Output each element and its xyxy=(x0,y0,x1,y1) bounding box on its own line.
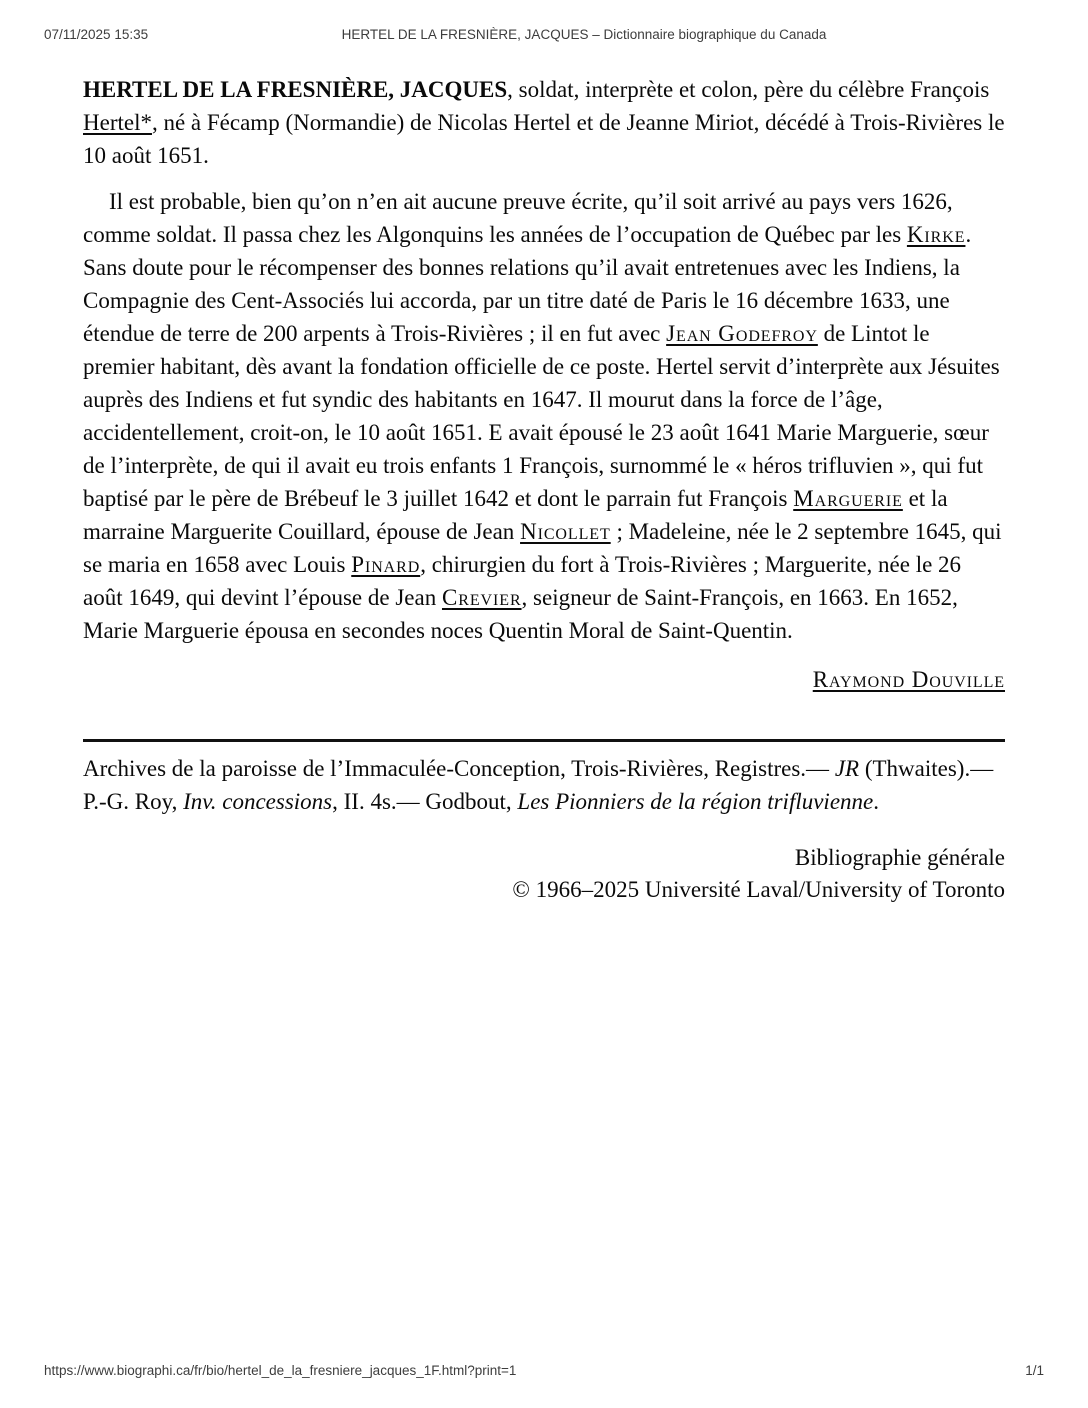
link-crevier[interactable]: Crevier xyxy=(441,585,522,610)
text-segment: . xyxy=(873,789,879,814)
text-segment: . Sans doute pour le récompenser des bonnes relations qu’il avait entretenues avec les Indiens, la Compagnie des Cent-Associés lui accorda, par un titre daté de Paris le 16 décembre 1633, une étendue de terre de 200 arpents à Trois-Rivières ; il en fut avec xyxy=(83,222,972,346)
text-segment: Archives de la paroisse de l’Immaculée-Conception, Trois-Rivières, Registres.— xyxy=(83,756,835,781)
bibliography-general-label: Bibliographie générale xyxy=(794,845,1005,870)
link-francois-hertel[interactable]: Hertel* xyxy=(83,110,152,135)
section-divider xyxy=(83,739,1005,742)
print-title: HERTEL DE LA FRESNIÈRE, JACQUES – Dictionnaire biographique du Canada xyxy=(341,27,827,42)
text-segment: Il est probable, bien qu’on n’en ait aucune preuve écrite, qu’il soit arrivé au pays vers 1626, comme soldat. Il passa chez les Algonquins les années de l’occupation de Québec par les xyxy=(83,189,953,247)
print-header xyxy=(44,27,1044,45)
text-segment: de Lintot le premier habitant, dès avant la fondation officielle de ce poste. Hertel servit d’interprète aux Jésuites auprès des Indiens et fut syndic des habitants en 1647. Il mourut dans la force de l’âge, accidentellement, croit-on, le 10 août 1651. E avait épousé le 23 août 1641 Marie Marguerie, sœur de l’interprète, de qui il avait eu trois enfants 1 François, surnommé le « héros trifluvien », qui fut baptisé par le père de Brébeuf le 3 juillet 1642 et dont le parrain fut François xyxy=(83,321,1000,511)
text-segment: , seigneur de Saint-François, en 1663. En 1652, Marie Marguerie épousa en secondes noces Quentin Moral de Saint-Quentin. xyxy=(83,585,958,643)
text-segment: , né à Fécamp (Normandie) de Nicolas Hertel et de Jeanne Miriot, décédé à Trois-Rivières le 10 août 1651. xyxy=(83,110,1005,168)
link-raymond-douville[interactable]: Raymond Douville xyxy=(812,667,1005,692)
text-segment: et la marraine Marguerite Couillard, épouse de Jean xyxy=(83,486,948,544)
link-nicollet[interactable]: Nicollet xyxy=(520,519,611,544)
bibliography-footer xyxy=(83,842,1005,906)
copyright-notice: © 1966–2025 Université Laval/University of Toronto xyxy=(512,877,1005,902)
text-segment: JR xyxy=(834,756,860,781)
text-segment: , soldat, interprète et colon, père du célèbre François xyxy=(507,77,990,102)
text-segment: (Thwaites).— P.-G. Roy, xyxy=(83,756,994,814)
bibliography-references xyxy=(83,752,1005,818)
link-marguerie[interactable]: Marguerie xyxy=(793,486,903,511)
article xyxy=(83,73,1005,906)
footer-page-number: 1/1 xyxy=(1025,1363,1044,1378)
text-segment: , II. 4s.— Godbout, xyxy=(332,789,518,814)
text-segment: ; Madeleine, née le 2 septembre 1645, qui se maria en 1658 avec Louis xyxy=(83,519,1002,577)
print-footer xyxy=(44,1363,1044,1378)
print-datetime: 07/11/2025 15:35 xyxy=(44,27,149,42)
link-pinard[interactable]: Pinard xyxy=(351,552,421,577)
paragraph-biography xyxy=(83,185,1005,647)
text-segment: Inv. concessions xyxy=(183,789,333,814)
link-jean-godefroy[interactable]: Jean Godefroy xyxy=(666,321,818,346)
text-segment: , chirurgien du fort à Trois-Rivières ; Marguerite, née le 26 août 1649, qui devint l’épouse de Jean xyxy=(83,552,962,610)
footer-url: https://www.biographi.ca/fr/bio/hertel_de_la_fresniere_jacques_1F.html?print=1 xyxy=(44,1363,517,1378)
subject-name: HERTEL DE LA FRESNIÈRE, JACQUES xyxy=(83,77,508,102)
paragraph-intro xyxy=(83,73,1005,172)
author-signature xyxy=(83,663,1005,696)
text-segment: Les Pionniers de la région trifluvienne xyxy=(517,789,874,814)
link-kirke[interactable]: Kirke xyxy=(906,222,966,247)
